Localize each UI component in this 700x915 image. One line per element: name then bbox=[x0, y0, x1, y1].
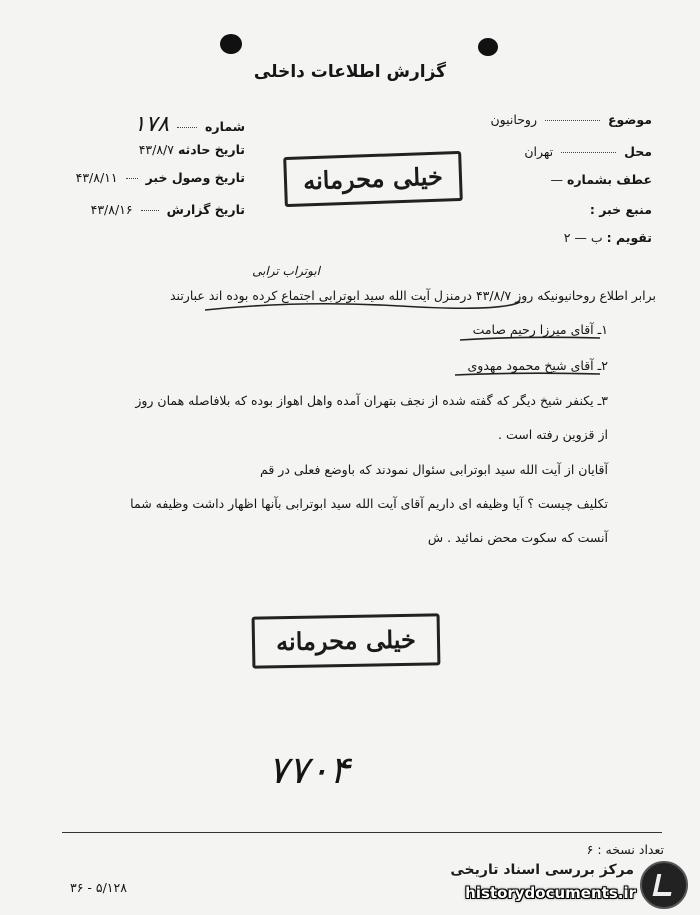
number-label: شماره bbox=[205, 119, 245, 134]
report-date-value: ۴۳/۸/۱۶ bbox=[90, 202, 133, 217]
watermark-logo-icon bbox=[640, 861, 688, 909]
footer-divider bbox=[62, 832, 662, 833]
reference-row bbox=[550, 172, 652, 187]
body-paragraph-2-line-1: آقایان از آیت الله سید ابوترابی سئوال نمودند که باوضع فعلی در قم bbox=[260, 462, 608, 477]
handwritten-note: ۷۷۰۴ bbox=[268, 748, 350, 792]
incident-date-value: ۴۳/۸/۷ bbox=[138, 142, 174, 157]
body-item-3-line-1: ۳ـ یکنفر شیخ دیگر که گفته شده از نجف بتهران آمده واهل اهواز بوده که بلافاصله همان روز bbox=[135, 393, 608, 408]
document-title: گزارش اطلاعات داخلی bbox=[253, 62, 447, 82]
body-paragraph-2-line-2: تکلیف چیست ؟ آیا وظیفه ای داریم آقای آیت الله سید ابوترابی بآنها اظهار داشت وظیفه شما bbox=[130, 496, 608, 511]
punch-hole-right bbox=[478, 38, 498, 56]
body-paragraph-2-line-3: آنست که سکوت محض نمائید . ش bbox=[427, 530, 608, 545]
source-label: منبع خبر : bbox=[589, 202, 652, 217]
body-item-1: ۱ـ آقای میرزا رحیم صامت bbox=[472, 322, 608, 337]
location-value: تهران bbox=[524, 144, 554, 159]
body-item-2: ۲ـ آقای شیخ محمود مهدوی bbox=[467, 358, 608, 373]
body-item-3-line-2: از قزوین رفته است . bbox=[498, 427, 608, 442]
body-paragraph-1: برابر اطلاع روحانیونیکه روز ۴۳/۸/۷ درمنزل آیت الله سید ابوترابی اجتماع کرده بوده اند عبارتند bbox=[169, 288, 656, 303]
reference-value: — bbox=[550, 172, 563, 187]
classification-stamp-middle: خیلی محرمانه bbox=[252, 613, 441, 668]
location-row bbox=[524, 144, 652, 159]
receipt-date-row bbox=[76, 170, 245, 185]
classification-stamp-top: خیلی محرمانه bbox=[283, 151, 463, 207]
subject-row bbox=[491, 112, 653, 127]
number-row bbox=[134, 112, 245, 137]
annotation-above: ابوتراب ترابی bbox=[252, 264, 320, 278]
location-label: محل bbox=[624, 144, 652, 159]
source-row bbox=[590, 202, 652, 217]
footer-code: ۳۶ - ۵/۱۲۸ bbox=[70, 880, 127, 895]
watermark-url: historydocuments.ir bbox=[465, 884, 636, 902]
copies-count: تعداد نسخه : ۶ bbox=[586, 842, 664, 857]
subject-value: روحانیون bbox=[490, 112, 537, 127]
report-date-label: تاریخ گزارش bbox=[166, 202, 245, 217]
evaluation-row bbox=[564, 230, 652, 245]
evaluation-value: ب — ۲ bbox=[563, 230, 603, 245]
number-value: ۱۷۸ bbox=[133, 112, 170, 137]
evaluation-label: تقویم : bbox=[606, 230, 652, 245]
receipt-date-value: ۴۳/۸/۱۱ bbox=[75, 170, 118, 185]
subject-label: موضوع bbox=[607, 112, 652, 127]
watermark-org-name: مرکز بررسی اسناد تاریخی bbox=[450, 862, 634, 878]
report-date-row bbox=[91, 202, 245, 217]
incident-date-label: تاریخ حادثه bbox=[177, 142, 245, 157]
punch-hole-left bbox=[220, 34, 242, 54]
incident-date-row bbox=[139, 142, 245, 157]
receipt-date-label: تاریخ وصول خبر bbox=[145, 170, 245, 185]
reference-label: عطف بشماره bbox=[566, 172, 652, 187]
